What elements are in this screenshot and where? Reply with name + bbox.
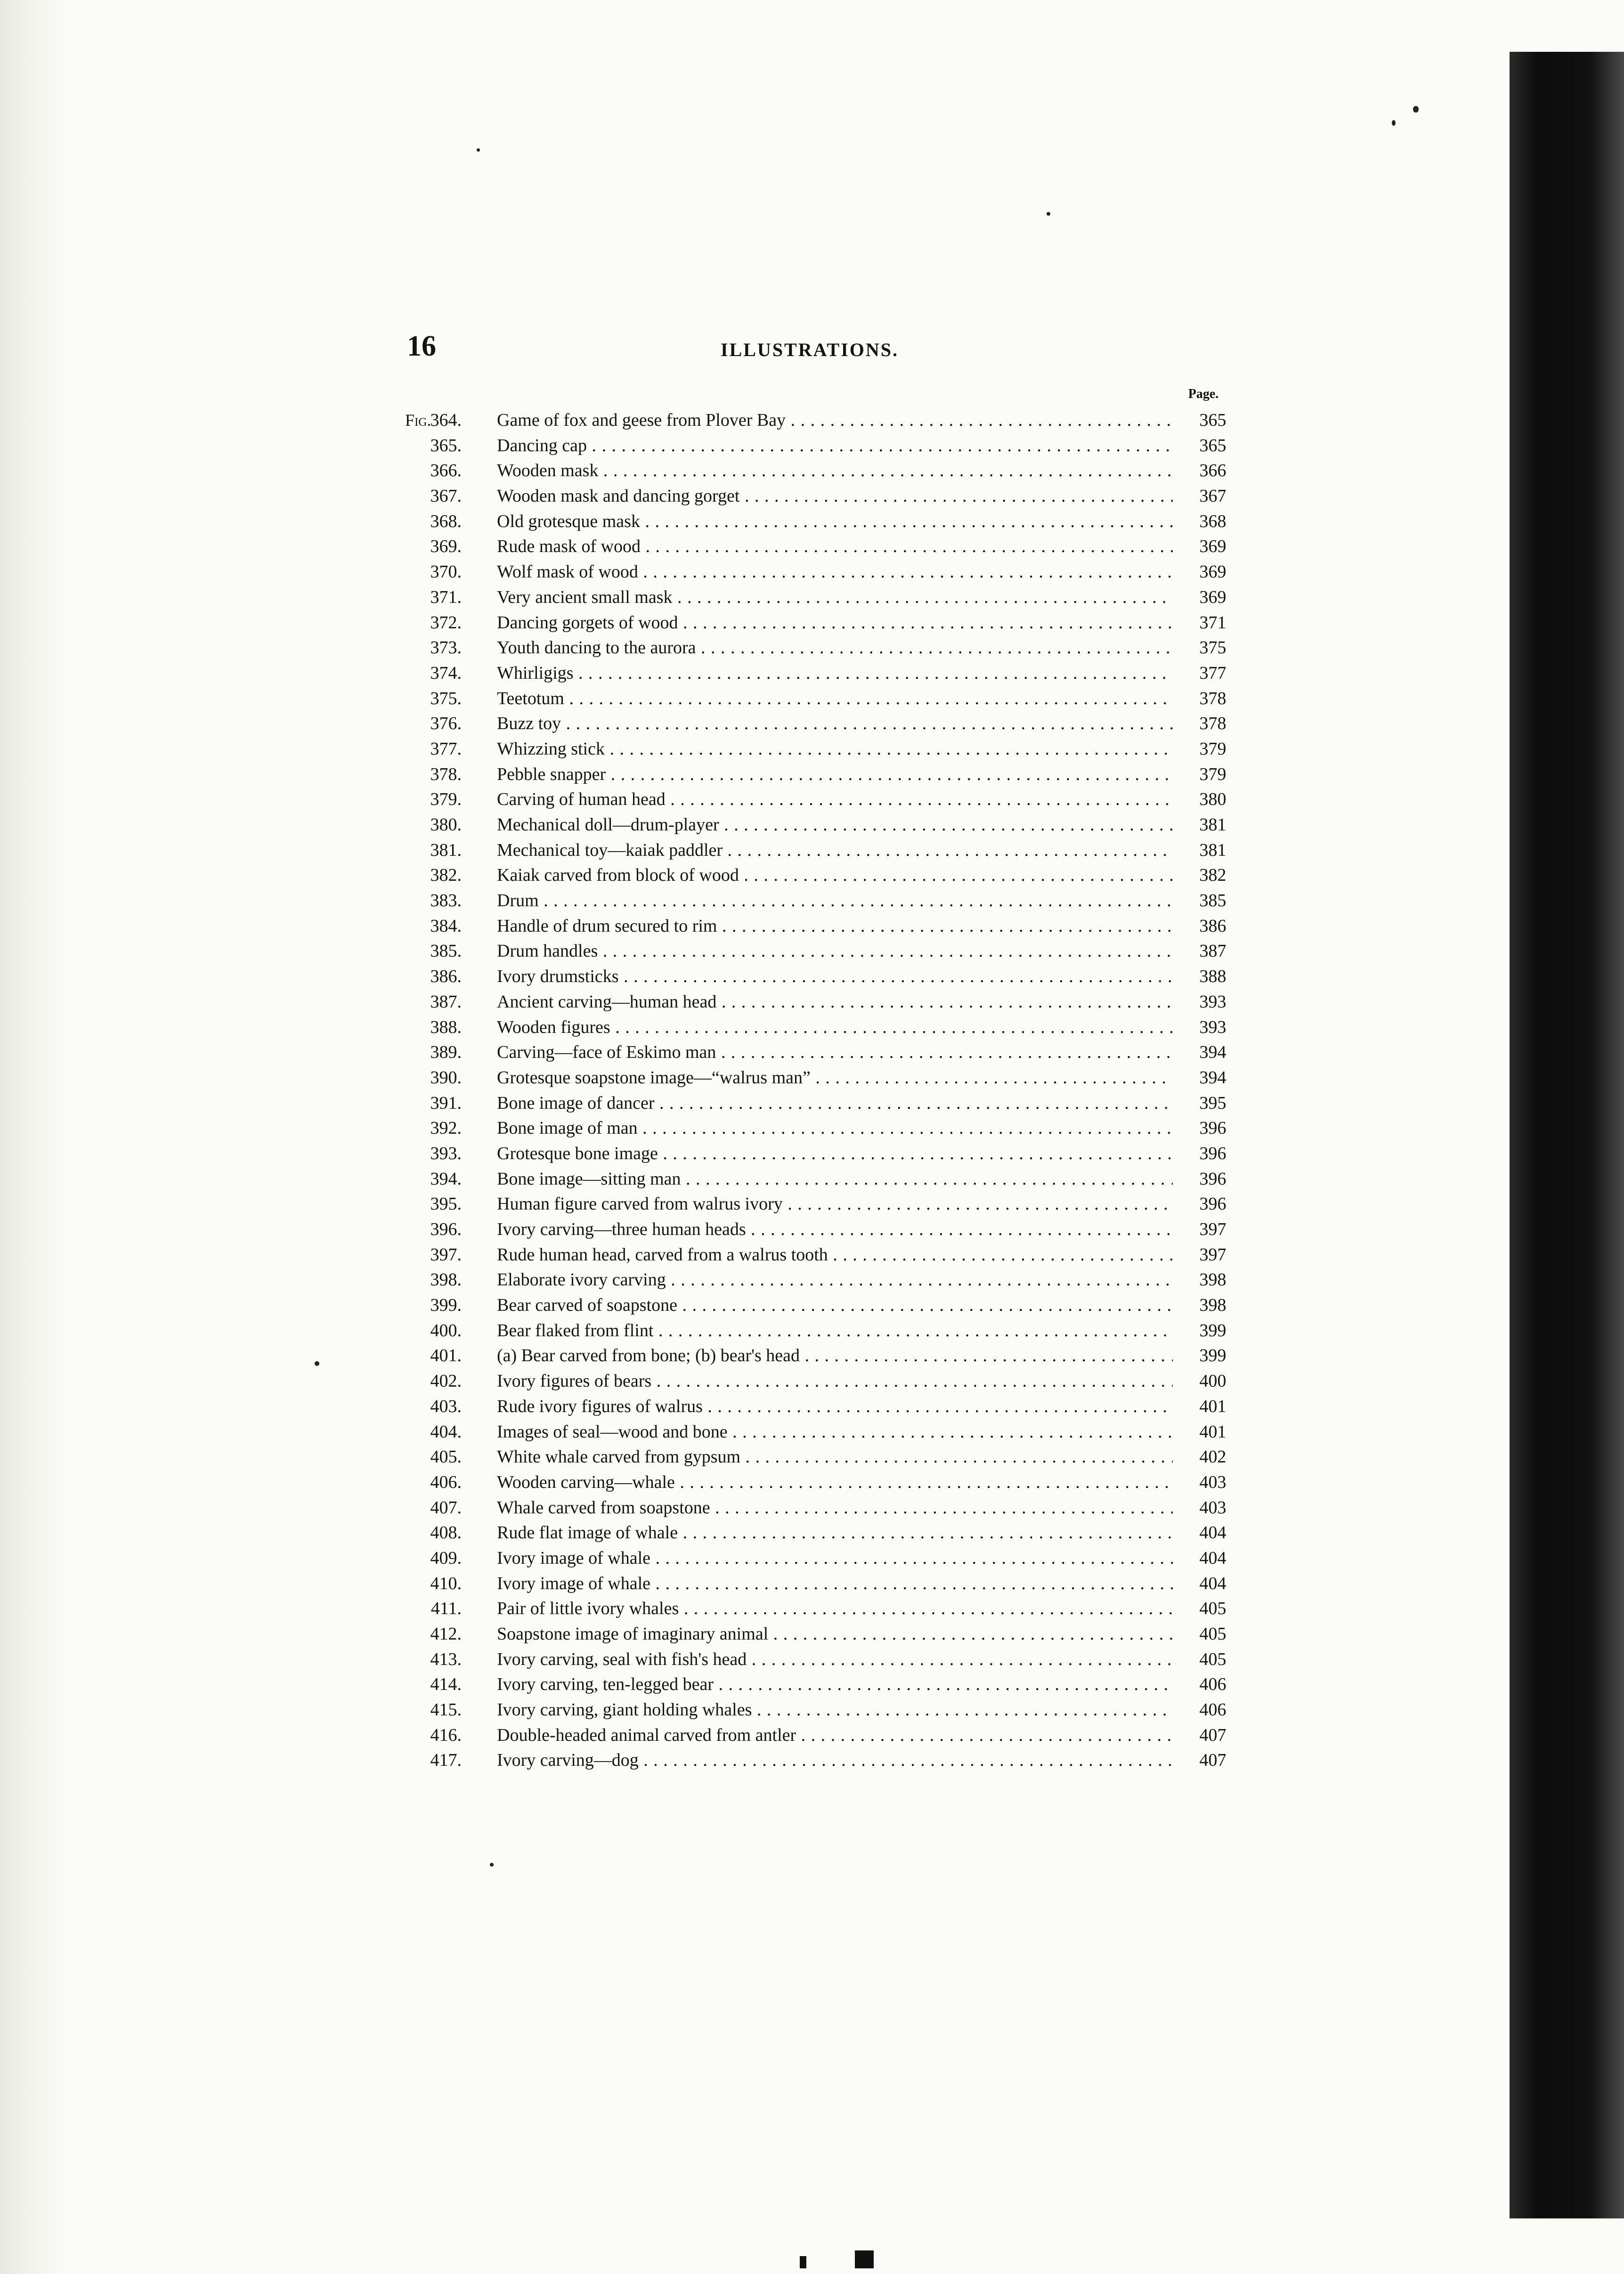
page-reference: 397 <box>1199 1219 1226 1239</box>
page-reference: 369 <box>1199 562 1226 582</box>
figure-number: 404. <box>430 1421 462 1442</box>
figure-caption: Mechanical doll—drum-player . . . <box>497 812 1173 838</box>
figure-number: 409. <box>430 1548 462 1568</box>
scan-speck <box>1413 106 1419 113</box>
list-item <box>405 1622 1239 1647</box>
page-reference: 402 <box>1199 1447 1226 1467</box>
figure-number: 384. <box>430 916 462 936</box>
figure-caption: Bone image—sitting man . . . <box>497 1167 1173 1192</box>
page-reference: 396 <box>1199 1118 1226 1138</box>
figure-number: 383. <box>430 891 462 911</box>
figure-number: 398. <box>430 1270 462 1290</box>
list-item <box>405 863 1239 888</box>
figure-number: 379. <box>430 789 462 810</box>
figure-number: 402. <box>430 1371 462 1391</box>
list-item <box>405 964 1239 990</box>
list-item <box>405 838 1239 863</box>
figure-caption: Drum . . . <box>497 888 1173 914</box>
figure-caption: Handle of drum secured to rim . . . <box>497 914 1173 939</box>
figure-caption: Youth dancing to the aurora . . . <box>497 635 1173 661</box>
page-reference: 407 <box>1199 1750 1226 1770</box>
figure-caption: Mechanical toy—kaiak paddler . . . <box>497 838 1173 863</box>
figure-number: 389. <box>430 1042 462 1063</box>
page-reference: 394 <box>1199 1067 1226 1088</box>
list-item <box>405 1571 1239 1597</box>
figure-caption: Dancing cap . . . <box>497 433 1173 459</box>
page-reference: 398 <box>1199 1270 1226 1290</box>
figure-caption: Ivory carving—three human heads . . . <box>497 1217 1173 1243</box>
list-item <box>405 509 1239 535</box>
figure-caption: Elaborate ivory carving . . . <box>497 1267 1173 1293</box>
figure-caption: Human figure carved from walrus ivory . . . <box>497 1192 1173 1217</box>
figure-number: 391. <box>430 1093 462 1113</box>
list-item <box>405 1748 1239 1773</box>
page-reference: 369 <box>1199 536 1226 557</box>
list-item <box>405 560 1239 585</box>
figure-number: 413. <box>430 1649 462 1669</box>
list-item <box>405 1697 1239 1723</box>
figure-caption: Pebble snapper . . . <box>497 762 1173 788</box>
list-item <box>405 1192 1239 1217</box>
figure-number: 414. <box>430 1674 462 1695</box>
figure-number: 397. <box>430 1244 462 1265</box>
page-reference: 365 <box>1199 410 1226 430</box>
figure-caption: Ivory image of whale . . . <box>497 1546 1173 1571</box>
figure-caption: Bone image of man . . . <box>497 1116 1173 1141</box>
figure-number: 410. <box>430 1573 462 1593</box>
list-item <box>405 635 1239 661</box>
figure-caption: Rude human head, carved from a walrus tooth . . . <box>497 1243 1173 1268</box>
list-item <box>405 686 1239 712</box>
page-reference: 393 <box>1199 991 1226 1012</box>
figure-caption: Carving—face of Eskimo man . . . <box>497 1040 1173 1065</box>
list-item <box>405 484 1239 509</box>
list-item <box>405 585 1239 610</box>
figure-number: 392. <box>430 1118 462 1138</box>
scan-speck <box>315 1361 319 1366</box>
page-reference: 395 <box>1199 1093 1226 1113</box>
list-item <box>405 1647 1239 1673</box>
figure-number: 411. <box>430 1599 462 1619</box>
page-reference: 378 <box>1199 688 1226 708</box>
figure-number: 386. <box>430 966 462 987</box>
scan-left-margin <box>0 0 71 2274</box>
list-item <box>405 610 1239 636</box>
page-reference: 401 <box>1199 1421 1226 1442</box>
page-reference: 405 <box>1199 1599 1226 1619</box>
page-reference: 379 <box>1199 764 1226 784</box>
list-item <box>405 458 1239 484</box>
figure-number: 415. <box>430 1700 462 1720</box>
figure-caption: Ivory image of whale . . . <box>497 1571 1173 1597</box>
list-item <box>405 1470 1239 1495</box>
figure-caption: Pair of little ivory whales . . . <box>497 1596 1173 1622</box>
page-reference: 397 <box>1199 1244 1226 1265</box>
figure-caption: Game of fox and geese from Plover Bay . . . <box>497 408 1173 433</box>
list-item <box>405 787 1239 812</box>
figure-number: 412. <box>430 1624 462 1644</box>
page-reference: 375 <box>1199 638 1226 658</box>
figure-number: 366. <box>430 461 462 481</box>
figure-number: 388. <box>430 1017 462 1037</box>
figure-number: 395. <box>430 1194 462 1214</box>
figure-number: 399. <box>430 1295 462 1316</box>
figure-number: 365. <box>430 435 462 455</box>
illustrations-list <box>405 408 1239 1773</box>
figure-number: 364. <box>430 410 462 430</box>
list-item <box>405 1723 1239 1748</box>
page-reference: 407 <box>1199 1725 1226 1745</box>
list-item <box>405 1293 1239 1318</box>
page-reference: 379 <box>1199 739 1226 759</box>
page-reference: 398 <box>1199 1295 1226 1316</box>
figure-caption: Buzz toy . . . <box>497 711 1173 737</box>
figure-number: 377. <box>430 739 462 759</box>
list-item <box>405 1596 1239 1622</box>
figure-caption: Whizzing stick . . . <box>497 737 1173 762</box>
scan-speck <box>477 148 480 152</box>
list-item <box>405 661 1239 686</box>
figure-caption: Bear flaked from flint . . . <box>497 1318 1173 1344</box>
list-item <box>405 1394 1239 1420</box>
page-reference: 406 <box>1199 1674 1226 1695</box>
list-item <box>405 534 1239 560</box>
figure-number: 405. <box>430 1447 462 1467</box>
list-item <box>405 888 1239 914</box>
figure-number: 380. <box>430 815 462 835</box>
figure-number: 403. <box>430 1396 462 1416</box>
figure-number: 390. <box>430 1067 462 1088</box>
page-reference: 365 <box>1199 435 1226 455</box>
figure-number: 400. <box>430 1320 462 1340</box>
figure-number: 401. <box>430 1346 462 1366</box>
list-item <box>405 990 1239 1015</box>
figure-caption: Ivory carving—dog . . . <box>497 1748 1173 1773</box>
fig-label: Fig. <box>405 411 431 430</box>
figure-number: 406. <box>430 1472 462 1492</box>
scan-speck <box>1392 120 1396 126</box>
figure-number: 375. <box>430 688 462 708</box>
list-item <box>405 711 1239 737</box>
figure-caption: Wooden carving—whale . . . <box>497 1470 1173 1495</box>
list-item <box>405 1167 1239 1192</box>
scan-speck <box>1047 212 1050 216</box>
figure-number: 393. <box>430 1143 462 1163</box>
page-number: 16 <box>407 330 436 362</box>
figure-caption: Grotesque bone image . . . <box>497 1141 1173 1167</box>
page-reference: 404 <box>1199 1523 1226 1543</box>
figure-caption: Soapstone image of imaginary animal . . . <box>497 1622 1173 1647</box>
figure-number: 417. <box>430 1750 462 1770</box>
book-spine-shadow <box>1510 52 1624 2218</box>
figure-number: 381. <box>430 840 462 860</box>
figure-number: 408. <box>430 1523 462 1543</box>
page-reference: 381 <box>1199 815 1226 835</box>
figure-caption: Ivory drumsticks . . . <box>497 964 1173 990</box>
figure-caption: Wooden mask . . . <box>497 458 1173 484</box>
list-item <box>405 1420 1239 1445</box>
page-reference: 403 <box>1199 1472 1226 1492</box>
page-reference: 399 <box>1199 1346 1226 1366</box>
page-reference: 396 <box>1199 1194 1226 1214</box>
figure-number: 385. <box>430 941 462 961</box>
figure-number: 370. <box>430 562 462 582</box>
figure-caption: Kaiak carved from block of wood . . . <box>497 863 1173 888</box>
figure-number: 396. <box>430 1219 462 1239</box>
list-item <box>405 737 1239 762</box>
page-reference: 406 <box>1199 1700 1226 1720</box>
list-item <box>405 1520 1239 1546</box>
figure-number: 374. <box>430 663 462 683</box>
figure-number: 378. <box>430 764 462 784</box>
figure-caption: Drum handles . . . <box>497 939 1173 964</box>
figure-caption: Rude flat image of whale . . . <box>497 1520 1173 1546</box>
figure-caption: Carving of human head . . . <box>497 787 1173 812</box>
scan-mark <box>855 2250 874 2268</box>
page-reference: 385 <box>1199 891 1226 911</box>
figure-caption: Ancient carving—human head . . . <box>497 990 1173 1015</box>
figure-caption: Rude ivory figures of walrus . . . <box>497 1394 1173 1420</box>
figure-number: 382. <box>430 865 462 885</box>
figure-caption: Wooden mask and dancing gorget . . . <box>497 484 1173 509</box>
page-reference: 371 <box>1199 612 1226 633</box>
scan-speck <box>490 1863 494 1867</box>
page-reference: 401 <box>1199 1396 1226 1416</box>
page-reference: 396 <box>1199 1169 1226 1189</box>
page-reference: 388 <box>1199 966 1226 987</box>
list-item <box>405 1546 1239 1571</box>
page-reference: 396 <box>1199 1143 1226 1163</box>
list-item <box>405 1091 1239 1116</box>
page-reference: 366 <box>1199 461 1226 481</box>
list-item <box>405 408 1239 433</box>
page-reference: 404 <box>1199 1573 1226 1593</box>
page-reference: 404 <box>1199 1548 1226 1568</box>
figure-caption: Ivory figures of bears . . . <box>497 1369 1173 1394</box>
page-reference: 405 <box>1199 1649 1226 1669</box>
page-reference: 399 <box>1199 1320 1226 1340</box>
figure-caption: Wolf mask of wood . . . <box>497 560 1173 585</box>
page-reference: 378 <box>1199 714 1226 734</box>
figure-number: 416. <box>430 1725 462 1745</box>
list-item <box>405 1040 1239 1065</box>
page-reference: 394 <box>1199 1042 1226 1063</box>
figure-caption: Ivory carving, giant holding whales . . . <box>497 1697 1173 1723</box>
list-item <box>405 1318 1239 1344</box>
figure-caption: Whale carved from soapstone . . . <box>497 1495 1173 1521</box>
figure-caption: Rude mask of wood . . . <box>497 534 1173 560</box>
page-reference: 367 <box>1199 486 1226 506</box>
scan-mark <box>800 2256 806 2268</box>
figure-caption: Ivory carving, seal with fish's head . . . <box>497 1647 1173 1673</box>
page-reference: 393 <box>1199 1017 1226 1037</box>
figure-caption: Very ancient small mask . . . <box>497 585 1173 610</box>
figure-number: 372. <box>430 612 462 633</box>
page-reference: 368 <box>1199 511 1226 531</box>
list-item <box>405 1445 1239 1470</box>
figure-caption: Ivory carving, ten-legged bear . . . <box>497 1672 1173 1697</box>
figure-number: 407. <box>430 1497 462 1518</box>
list-item <box>405 762 1239 788</box>
figure-caption: White whale carved from gypsum . . . <box>497 1445 1173 1470</box>
figure-number: 371. <box>430 587 462 607</box>
figure-caption: Grotesque soapstone image—“walrus man” . . . <box>497 1065 1173 1091</box>
list-item <box>405 433 1239 459</box>
figure-number: 367. <box>430 486 462 506</box>
page-reference: 382 <box>1199 865 1226 885</box>
figure-caption: (a) Bear carved from bone; (b) bear's head . . . <box>497 1343 1173 1369</box>
figure-caption: Old grotesque mask . . . <box>497 509 1173 535</box>
page-reference: 400 <box>1199 1371 1226 1391</box>
page-reference: 405 <box>1199 1624 1226 1644</box>
page-reference: 377 <box>1199 663 1226 683</box>
figure-number: 376. <box>430 714 462 734</box>
figure-number: 387. <box>430 991 462 1012</box>
figure-caption: Images of seal—wood and bone . . . <box>497 1420 1173 1445</box>
list-item <box>405 1672 1239 1697</box>
page-reference: 403 <box>1199 1497 1226 1518</box>
list-item <box>405 914 1239 939</box>
page-reference: 381 <box>1199 840 1226 860</box>
list-item <box>405 1015 1239 1040</box>
list-item <box>405 1243 1239 1268</box>
list-item <box>405 1141 1239 1167</box>
figure-number: 394. <box>430 1169 462 1189</box>
list-item <box>405 1217 1239 1243</box>
list-item <box>405 1065 1239 1091</box>
figure-number: 368. <box>430 511 462 531</box>
list-item <box>405 1267 1239 1293</box>
figure-caption: Teetotum . . . <box>497 686 1173 712</box>
figure-caption: Whirligigs . . . <box>497 661 1173 686</box>
page-reference: 380 <box>1199 789 1226 810</box>
figure-number: 369. <box>430 536 462 557</box>
figure-number: 373. <box>430 638 462 658</box>
figure-caption: Double-headed animal carved from antler . . . <box>497 1723 1173 1748</box>
page-title: ILLUSTRATIONS. <box>721 339 899 360</box>
figure-caption: Bear carved of soapstone . . . <box>497 1293 1173 1318</box>
figure-caption: Bone image of dancer . . . <box>497 1091 1173 1116</box>
list-item <box>405 939 1239 964</box>
page-column-heading: Page. <box>1188 387 1219 401</box>
figure-caption: Dancing gorgets of wood . . . <box>497 610 1173 636</box>
list-item <box>405 812 1239 838</box>
page-reference: 386 <box>1199 916 1226 936</box>
page-reference: 369 <box>1199 587 1226 607</box>
list-item <box>405 1343 1239 1369</box>
list-item <box>405 1116 1239 1141</box>
page-reference: 387 <box>1199 941 1226 961</box>
list-item <box>405 1495 1239 1521</box>
figure-caption: Wooden figures . . . <box>497 1015 1173 1040</box>
list-item <box>405 1369 1239 1394</box>
